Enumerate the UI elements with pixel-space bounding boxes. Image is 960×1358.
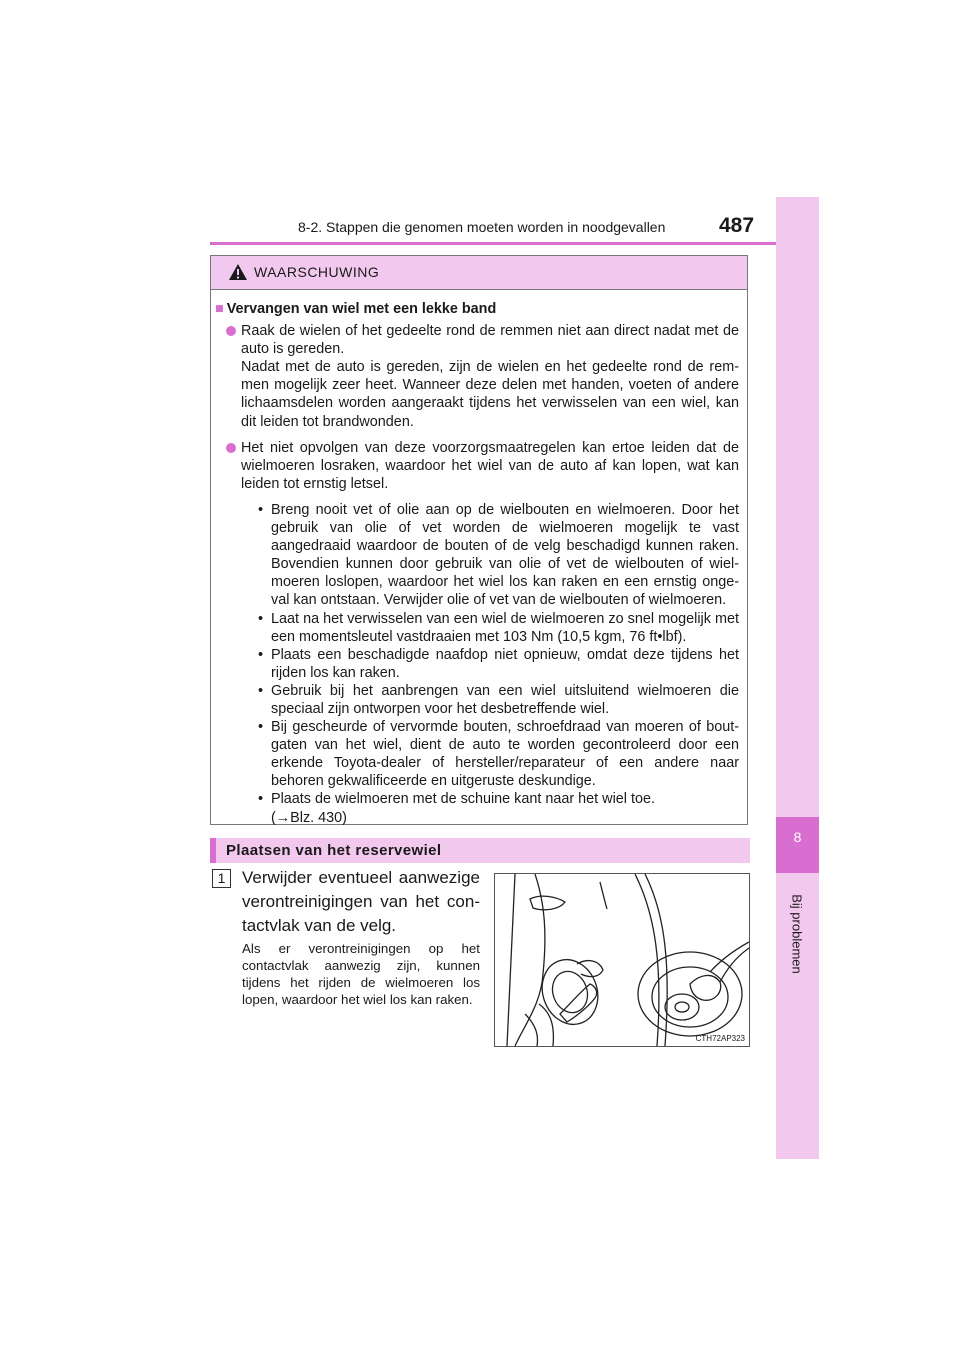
header-section-title: 8-2. Stappen die genomen moeten worden in noodgevallen [298, 219, 666, 235]
warning-header [211, 256, 747, 290]
sub-item: • Laat na het verwisselen van een wiel de wielmoeren zo snel mogelijk met een momentsleutel vastdraaien met 103 Nm (10,5 kgm, 76 ft•lbf). [241, 610, 739, 646]
page-reference: (→Blz. 430) [271, 809, 347, 826]
square-bullet-icon: ■ [215, 301, 224, 317]
step-note: Als er verontreinigingen op het contactvlak aanwezig zijn, kunnen tijdens het rijden de wielmoeren los lopen, waardoor het wiel los kan raken. [242, 941, 480, 1007]
warning-section-title: ■ Vervangen van wiel met een lekke band [215, 301, 497, 317]
round-bullet-icon [226, 326, 236, 336]
sub-item: • Gebruik bij het aanbrengen van een wiel uitsluitend wielmoeren die speciaal zijn ontworpen voor het desbetreffende wiel. [241, 682, 739, 718]
bullet-line: Raak de wielen of het gedeelte rond de remmen niet aan direct nadat met de auto is gereden. [241, 323, 739, 358]
warning-triangle-icon [228, 263, 248, 281]
step-number-badge: 1 [212, 869, 231, 888]
warning-bullet [215, 322, 739, 431]
section-title: Plaatsen van het reservewiel [226, 842, 442, 859]
chapter-side-tab [776, 197, 819, 1159]
chapter-label: Bij problemen [789, 894, 805, 974]
warning-body [215, 300, 739, 835]
bullet-line: Nadat met de auto is gereden, zijn de wielen en het gedeelte rond de rem-men mogelijk zeer heet. Wanneer deze delen met handen, voeten of andere lichaamsdelen worden aangeraakt tijdens het verwisselen van een wiel, kan dit leiden tot brandwonden. [241, 359, 739, 430]
sub-item: • Breng nooit vet of olie aan op de wielbouten en wielmoeren. Door het gebruik van olie of vet worden de wielmoeren mogelijk te vast aangedraaid waardoor de bouten of de velg beschadigd kunnen raken. Bovendien kunnen door gebruik van olie of vet de wielbouten of wiel-moeren loslopen, waardoor het wiel los kan raken en een ernstig onge-val kan ontstaan. Verwijder olie of vet van de wielbouten of wielmoeren. [241, 501, 739, 610]
sub-item: • Plaats de wielmoeren met de schuine kant naar het wiel toe. (→Blz. 430) [241, 790, 739, 826]
illustration-clean-wheel [494, 873, 750, 1047]
sub-item: • Plaats een beschadigde naafdop niet opnieuw, omdat deze tijdens het rijden los kan raken. [241, 646, 739, 682]
header-rule [210, 242, 790, 245]
round-bullet-icon [226, 443, 236, 453]
illustration-code: CTH72AP323 [695, 1034, 745, 1043]
bullet-line: Het niet opvolgen van deze voorzorgsmaatregelen kan ertoe leiden dat de wielmoeren losraken, waardoor het wiel van de auto af kan lopen, wat kan leiden tot ernstig letsel. [241, 439, 739, 492]
warning-title: WAARSCHUWING [254, 264, 380, 280]
warning-box [210, 255, 748, 825]
chapter-number: 8 [793, 829, 802, 845]
step-instruction: Verwijder eventueel aanwezige verontreinigingen van het con-tactvlak van de velg. [242, 868, 480, 935]
sub-list [241, 501, 739, 827]
chapter-number-tab [776, 817, 819, 873]
wheel-cleaning-drawing [495, 874, 749, 1046]
sub-item: • Bij gescheurde of vervormde bouten, schroefdraad van moeren of bout-gaten van het wiel, dient de auto te worden gecontroleerd door een erkende Toyota-dealer of hersteller/reparateur of een andere naar behoren gekwalificeerde en uitgeruste deskundige. [241, 718, 739, 790]
warning-bullet [215, 439, 739, 827]
section-heading-bar [210, 838, 750, 863]
page-number: 487 [719, 214, 755, 237]
